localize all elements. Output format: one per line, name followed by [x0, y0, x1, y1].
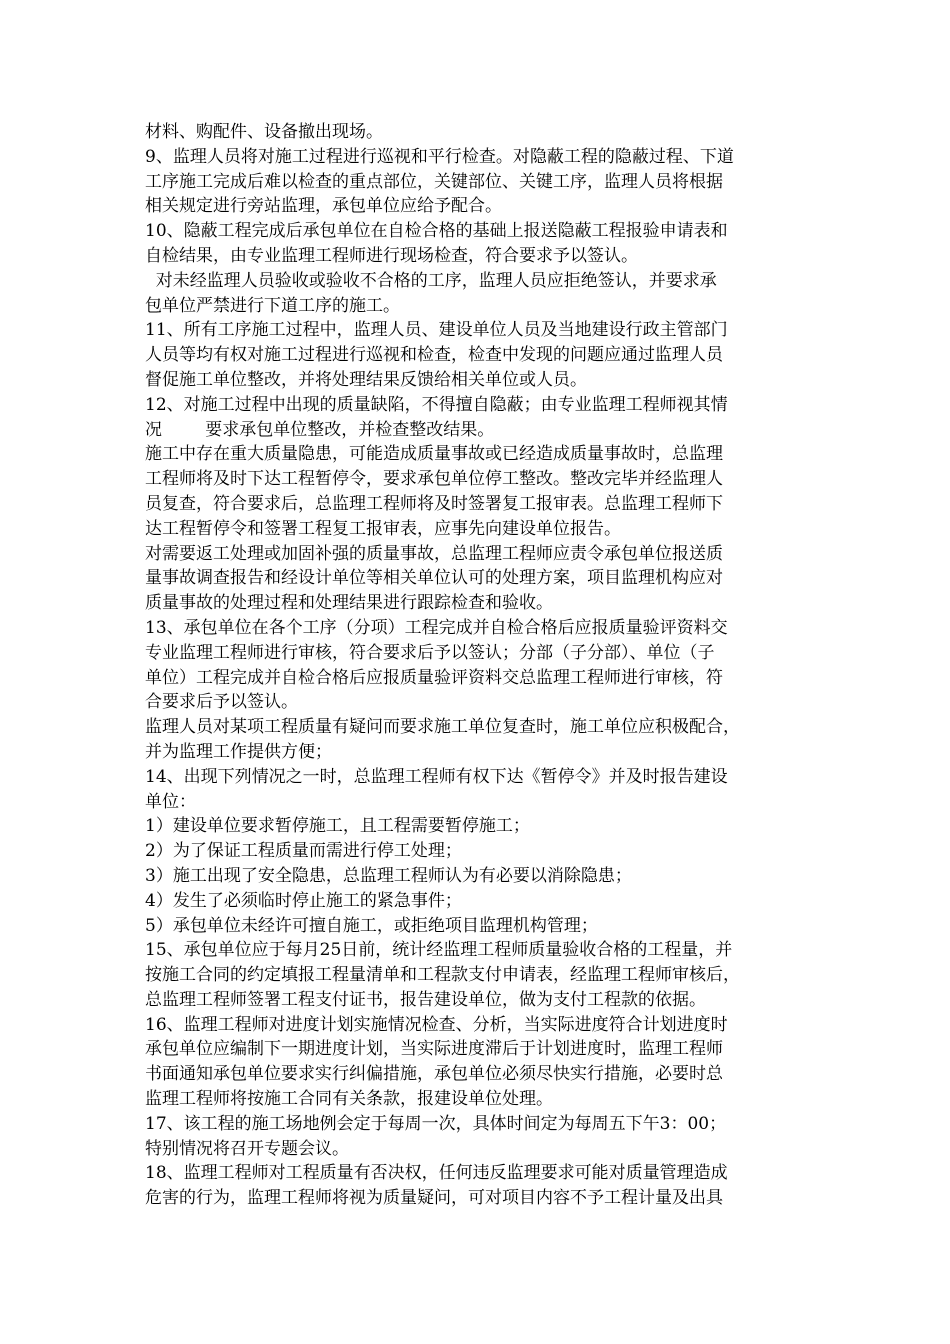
- text-line: 4）发生了必须临时停止施工的紧急事件；: [145, 890, 462, 911]
- text-line: 况 要求承包单位整改，并检查整改结果。: [145, 419, 495, 440]
- text-line: 特别情况将召开专题会议。: [145, 1138, 349, 1159]
- text-line: 承包单位应编制下一期进度计划，当实际进度滞后于计划进度时，监理工程师: [145, 1039, 723, 1060]
- paragraph: [145, 542, 825, 616]
- paragraph: [145, 219, 825, 269]
- paragraph: [145, 715, 825, 765]
- paragraph: [145, 1161, 825, 1211]
- paragraph: [145, 269, 825, 319]
- paragraph: [145, 864, 825, 889]
- text-line: 5）承包单位未经许可擅自施工，或拒绝项目监理机构管理；: [145, 915, 598, 936]
- text-line: 9、监理人员将对施工过程进行巡视和平行检查。对隐蔽工程的隐蔽过程、下道: [145, 146, 734, 167]
- text-line: 人员等均有权对施工过程进行巡视和检查，检查中发现的问题应通过监理人员: [145, 345, 723, 366]
- paragraph: [145, 145, 825, 219]
- text-line: 17、该工程的施工场地例会定于每周一次，具体时间定为每周五下午3：00；: [145, 1113, 727, 1134]
- document-body: [145, 120, 825, 1211]
- paragraph: [145, 889, 825, 914]
- text-line: 单位：: [145, 791, 196, 812]
- text-line: 16、监理工程师对进度计划实施情况检查、分析，当实际进度符合计划进度时: [145, 1014, 728, 1035]
- text-line: 员复查，符合要求后，总监理工程师将及时签署复工报审表。总监理工程师下: [145, 493, 723, 514]
- paragraph: [145, 393, 825, 443]
- text-line: 2）为了保证工程质量而需进行停工处理；: [145, 841, 462, 862]
- paragraph: [145, 765, 825, 815]
- text-line: 督促施工单位整改，并将处理结果反馈给相关单位或人员。: [145, 369, 587, 390]
- text-line: 对需要返工处理或加固补强的质量事故，总监理工程师应责令承包单位报送质: [145, 543, 723, 564]
- text-line: 3）施工出现了安全隐患，总监理工程师认为有必要以消除隐患；: [145, 865, 632, 886]
- text-line: 并为监理工作提供方便；: [145, 741, 332, 762]
- text-line: 监理人员对某项工程质量有疑问而要求施工单位复查时，施工单位应积极配合，: [145, 717, 740, 738]
- text-line: 总监理工程师签署工程支付证书，报告建设单位，做为支付工程款的依据。: [145, 989, 706, 1010]
- text-line: 15、承包单位应于每月25日前，统计经监理工程师质量验收合格的工程量，并: [145, 940, 733, 961]
- text-line: 工序施工完成后难以检查的重点部位，关键部位、关键工序，监理人员将根据: [145, 171, 723, 192]
- text-line: 材料、购配件、设备撤出现场。: [145, 122, 383, 142]
- paragraph: [145, 442, 825, 541]
- text-line: 专业监理工程师进行审核，符合要求后予以签认；分部（子分部）、单位（子: [145, 642, 715, 663]
- text-line: 13、承包单位在各个工序（分项）工程完成并自检合格后应报质量验评资料交: [145, 617, 728, 638]
- paragraph: [145, 814, 825, 839]
- text-line: 14、出现下列情况之一时，总监理工程师有权下达《暂停令》并及时报告建设: [145, 766, 728, 787]
- text-line: 书面通知承包单位要求实行纠偏措施，承包单位必须尽快实行措施，必要时总: [145, 1064, 723, 1085]
- text-line: 达工程暂停令和签署工程复工报审表，应事先向建设单位报告。: [145, 518, 621, 539]
- text-line: 12、对施工过程中出现的质量缺陷，不得擅自隐蔽；由专业监理工程师视其情: [145, 394, 728, 415]
- text-line: 施工中存在重大质量隐患，可能造成质量事故或已经造成质量事故时，总监理: [145, 444, 723, 465]
- text-line: 监理工程师将按施工合同有关条款，报建设单位处理。: [145, 1089, 553, 1110]
- text-line: 包单位严禁进行下道工序的施工。: [145, 295, 400, 316]
- paragraph: [145, 938, 825, 1012]
- text-line: 对未经监理人员验收或验收不合格的工序，监理人员应拒绝签认，并要求承: [145, 270, 717, 291]
- text-line: 合要求后予以签认。: [145, 692, 298, 713]
- paragraph: [145, 120, 825, 145]
- text-line: 10、隐蔽工程完成后承包单位在自检合格的基础上报送隐蔽工程报验申请表和: [145, 221, 728, 242]
- paragraph: [145, 1013, 825, 1112]
- paragraph: [145, 839, 825, 864]
- text-line: 按施工合同的约定填报工程量清单和工程款支付申请表，经监理工程师审核后，: [145, 965, 740, 986]
- paragraph: [145, 318, 825, 392]
- text-line: 量事故调查报告和经设计单位等相关单位认可的处理方案，项目监理机构应对: [145, 568, 723, 589]
- paragraph: [145, 616, 825, 715]
- text-line: 11、所有工序施工过程中，监理人员、建设单位人员及当地建设行政主管部门: [145, 320, 728, 341]
- text-line: 相关规定进行旁站监理，承包单位应给予配合。: [145, 196, 502, 217]
- text-line: 1）建设单位要求暂停施工，且工程需要暂停施工；: [145, 816, 530, 837]
- text-line: 18、监理工程师对工程质量有否决权，任何违反监理要求可能对质量管理造成: [145, 1163, 728, 1184]
- paragraph: [145, 1112, 825, 1162]
- text-line: 质量事故的处理过程和处理结果进行跟踪检查和验收。: [145, 593, 553, 614]
- text-line: 单位）工程完成并自检合格后应报质量验评资料交总监理工程师进行审核，符: [145, 667, 723, 688]
- paragraph: [145, 914, 825, 939]
- text-line: 自检结果，由专业监理工程师进行现场检查，符合要求予以签认。: [145, 245, 638, 266]
- text-line: 工程师将及时下达工程暂停令，要求承包单位停工整改。整改完毕并经监理人: [145, 469, 723, 490]
- text-line: 危害的行为，监理工程师将视为质量疑问，可对项目内容不予工程计量及出具: [145, 1188, 723, 1209]
